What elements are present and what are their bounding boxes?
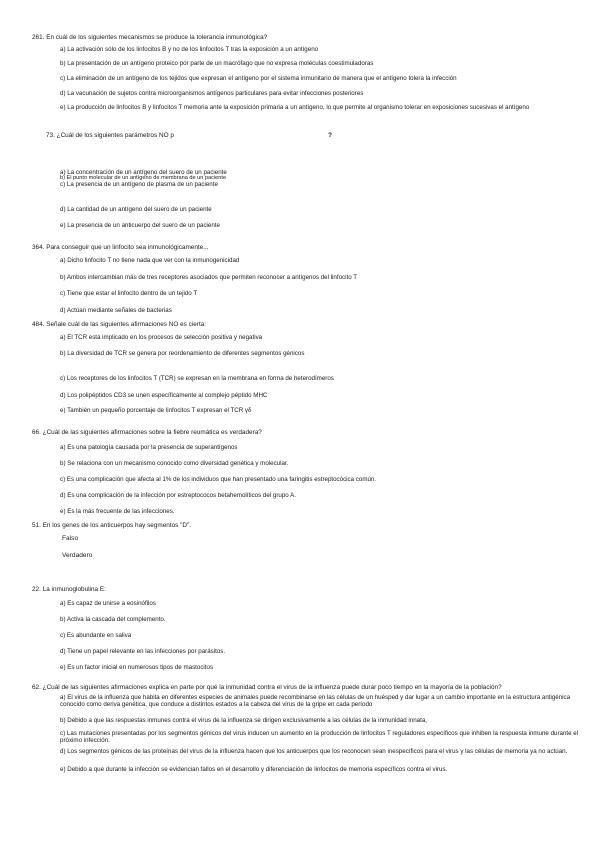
question-62-option-b[interactable]: b) Debido a que las respuestas inmunes contra el virus de la influenza se dirigen exclusivamente a las células de la inmunidad innata,: [60, 717, 427, 724]
question-73-option-e[interactable]: e) La presencia de un anticuerpo del suero de un paciente: [60, 222, 220, 229]
question-73-option-b[interactable]: b) El punto molecular de un antígeno de membrana de un paciente: [60, 175, 227, 181]
question-51-stem: 51. En los genes de los anticuerpos hay segmentos "D".: [32, 522, 192, 529]
question-66-stem: 66. ¿Cuál de las siguientes afirmaciones sobre la fiebre reumática es verdadera?: [32, 429, 262, 436]
question-261-option-d[interactable]: d) La vacunación de sujetos contra microorganismos antígenos particulares para evitar infecciones posteriores: [60, 90, 364, 97]
question-261-option-c[interactable]: c) La eliminación de un antígeno de los tejidos que expresan el antígeno por el sistema inmunitario de manera que el antígeno tolera la infección: [60, 75, 457, 82]
question-484-option-d[interactable]: d) Los polipéptidos CD3 se unen específicamente al complejo péptido MHC: [60, 392, 268, 399]
question-22-option-a[interactable]: a) Es capaz de unirse a eosinófilos: [60, 600, 156, 607]
question-484-option-b[interactable]: b) La diversidad de TCR se genera por reordenamiento de diferentes segmentos génicos: [60, 350, 305, 357]
question-51-option-true[interactable]: Verdadero: [62, 552, 93, 559]
question-66-option-b[interactable]: b) Se relaciona con un mecanismo conocido como diversidad genética y molecular.: [60, 460, 289, 467]
question-51-option-false[interactable]: Falso: [62, 535, 79, 542]
question-66-option-e[interactable]: e) Es la más frecuente de las infecciones.: [60, 508, 175, 515]
question-364-option-c[interactable]: c) Tiene que estar el linfocito dentro de un tejido T: [60, 290, 198, 297]
question-484-stem: 484. Señale cuál de las siguientes afirmaciones NO es cierta:: [32, 321, 207, 328]
question-22-option-d[interactable]: d) Tiene un papel relevante en las infecciones por parásitos.: [60, 648, 226, 655]
question-364-option-b[interactable]: b) Ambos intercambian más de tres receptores asociados que permiten reconocer a antígenos del linfocito T: [60, 274, 358, 281]
question-73-stem: 73. ¿Cuál de los siguientes parámetros NO p: [46, 132, 174, 139]
question-261-stem: 261. En cuál de los siguientes mecanismos se produce la tolerancia inmunológica?: [32, 34, 268, 41]
question-261-option-a[interactable]: a) La activación sólo de los linfocitos B y no de los linfocitos T tras la exposición a un antígeno: [60, 46, 319, 53]
question-22-option-e[interactable]: e) Es un factor inicial en numerosos tipos de mastocitos: [60, 664, 214, 671]
question-73-option-d[interactable]: d) La cantidad de un antígeno del suero de un paciente: [60, 206, 212, 213]
question-484-option-e[interactable]: e) También un pequeño porcentaje de linfocitos T expresan el TCR γδ: [60, 407, 252, 414]
question-66-option-d[interactable]: d) Es una complicación de la infección por estreptococos betahemolíticos del grupo A.: [60, 492, 296, 499]
question-73-mark: ?: [328, 132, 333, 139]
question-261-option-b[interactable]: b) La presentación de un antígeno proteico por parte de un macrófago que no expresa moléculas coestimuladoras: [60, 60, 374, 67]
question-484-option-a[interactable]: a) El TCR está implicado en los procesos de selección positiva y negativa: [60, 334, 263, 341]
question-364-option-d[interactable]: d) Actúan mediante señales de bacterias: [60, 307, 172, 314]
question-62-option-d[interactable]: d) Los segmentos génicos de las proteínas del virus de la influenza hacen que los anticuerpos que los reconocen sean inespecíficos para el virus y las células de memoria ya no actúan.: [60, 748, 568, 755]
question-261-option-e[interactable]: e) La producción de linfocitos B y linfocitos T memoria ante la exposición primaria a un antígeno, lo que permite al organismo tolerar en exposiciones sucesivas el antígeno: [60, 104, 530, 111]
question-62-stem: 62. ¿Cuál de las siguientes afirmaciones explica en parte por qué la inmunidad contra el virus de la influenza puede durar poco tiempo en la mayoría de la población?: [32, 684, 502, 691]
question-73-option-a[interactable]: a) La concentración de un antígeno del suero de un paciente: [60, 169, 227, 176]
question-364-stem: 364. Para conseguir que un linfocito sea inmunológicamente...: [32, 244, 209, 251]
question-22-stem: 22. La inmunoglobulina E:: [32, 586, 106, 593]
question-66-option-c[interactable]: c) Es una complicación que afecta al 1% de los individuos que han presentado una faringitis estreptocócica común.: [60, 476, 377, 483]
question-73-option-c[interactable]: c) La presencia de un antígeno de plasma de un paciente: [60, 181, 218, 188]
question-62-option-c[interactable]: c) Las mutaciones presentadas por los segmentos génicos del virus inducen un aumento en la producción de linfocitos T reguladores específicos que inhiben la respuesta inmune durante el próximo infección.: [60, 730, 579, 745]
question-484-option-c[interactable]: c) Los receptores de los linfocitos T (TCR) se expresan en la membrana en forma de heterodímeros: [60, 375, 334, 382]
question-364-option-a[interactable]: a) Dicho linfocito T no tiene nada que ver con la inmunogenicidad: [60, 257, 240, 264]
question-22-option-b[interactable]: b) Activa la cascada del complemento.: [60, 616, 166, 623]
question-62-option-a[interactable]: a) El virus de la influenza que habita en diferentes especies de animales puede recombinarse en las células de un huésped y dar lugar a un cambio importante en la estructura antigénica conocido como deriva genética, que conduce a distintos estados a la cabeza del virus de la gripe en cada período: [60, 694, 571, 709]
question-22-option-c[interactable]: c) Es abundante en saliva: [60, 632, 132, 639]
question-66-option-a[interactable]: a) Es una patología causada por la presencia de superantígenos: [60, 444, 238, 451]
question-62-option-e[interactable]: e) Debido a que durante la infección se evidencian fallos en el desarrollo y diferenciación de linfocitos de memoria específicos contra el virus.: [60, 766, 448, 773]
